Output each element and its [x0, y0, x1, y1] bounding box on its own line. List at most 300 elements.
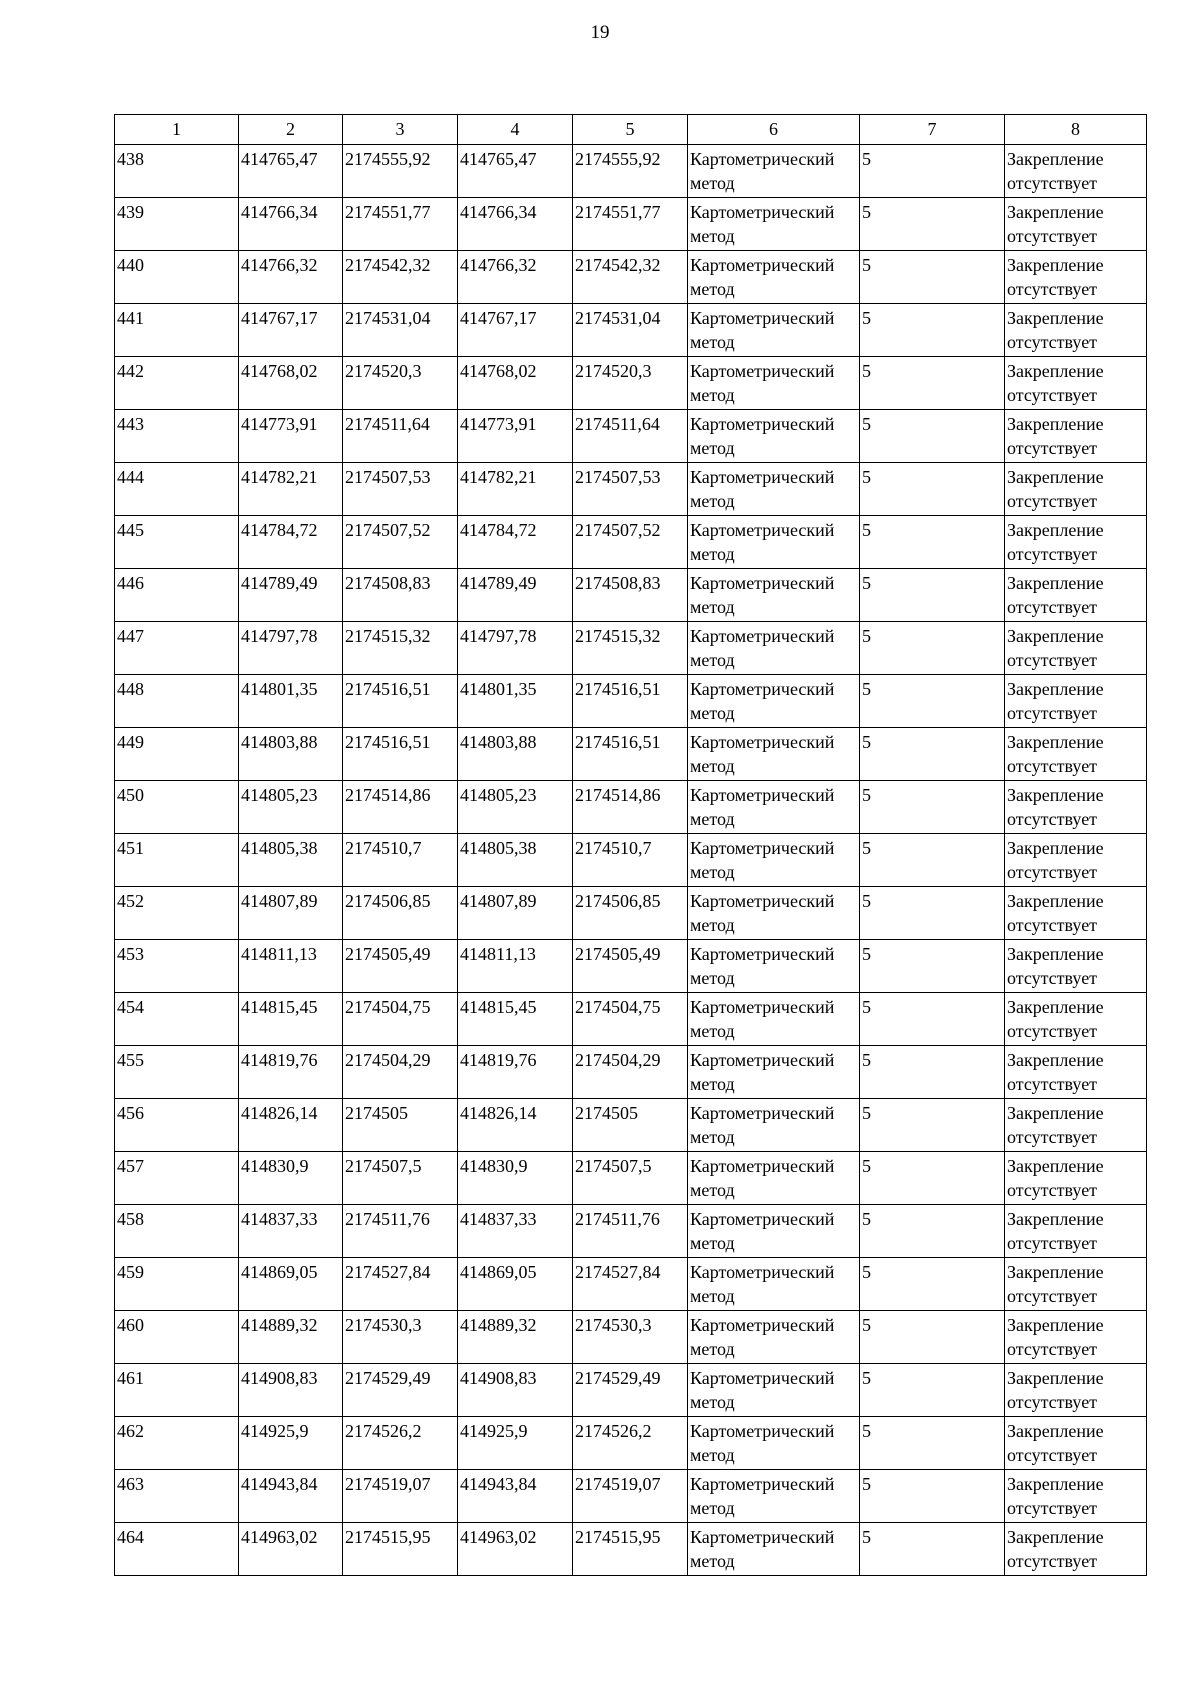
accuracy-cell: 5: [860, 1205, 1005, 1258]
method-text: Картометрический: [690, 838, 835, 858]
method-text: Картометрический: [690, 573, 835, 593]
method-cell: [688, 145, 860, 198]
table-row: [115, 304, 1147, 357]
point-number-cell: 444: [115, 463, 239, 516]
table-row: [115, 1258, 1147, 1311]
method-text: Картометрический: [690, 997, 835, 1017]
point-number-cell: 459: [115, 1258, 239, 1311]
table-row: [115, 887, 1147, 940]
x-coordinate-cell: 414773,91: [239, 410, 343, 463]
fixation-text: отсутствует: [1007, 968, 1098, 988]
y-coordinate-new-cell: 2174511,64: [573, 410, 688, 463]
fixation-cell: [1005, 1311, 1147, 1364]
method-text: метод: [690, 544, 735, 564]
y-coordinate-new-cell: 2174505,49: [573, 940, 688, 993]
fixation-text: Закрепление: [1007, 732, 1104, 752]
accuracy-cell: 5: [860, 357, 1005, 410]
method-text: Картометрический: [690, 1474, 835, 1494]
fixation-text: отсутствует: [1007, 332, 1098, 352]
fixation-cell: [1005, 145, 1147, 198]
method-cell: [688, 251, 860, 304]
x-coordinate-new-cell: 414789,49: [458, 569, 573, 622]
column-header-8: 8: [1005, 115, 1147, 145]
point-number-cell: 441: [115, 304, 239, 357]
accuracy-cell: 5: [860, 1258, 1005, 1311]
table-row: [115, 781, 1147, 834]
accuracy-cell: 5: [860, 781, 1005, 834]
y-coordinate-new-cell: 2174531,04: [573, 304, 688, 357]
table-row: [115, 1205, 1147, 1258]
point-number-cell: 439: [115, 198, 239, 251]
point-number-cell: 457: [115, 1152, 239, 1205]
fixation-cell: [1005, 1205, 1147, 1258]
fixation-cell: [1005, 1258, 1147, 1311]
table-row: [115, 834, 1147, 887]
method-text: метод: [690, 915, 735, 935]
fixation-cell: [1005, 251, 1147, 304]
column-header-3: 3: [343, 115, 458, 145]
method-cell: [688, 198, 860, 251]
point-number-cell: 451: [115, 834, 239, 887]
accuracy-cell: 5: [860, 1417, 1005, 1470]
method-text: метод: [690, 1180, 735, 1200]
table-row: [115, 1046, 1147, 1099]
accuracy-cell: 5: [860, 993, 1005, 1046]
fixation-text: отсутствует: [1007, 1233, 1098, 1253]
method-text: Картометрический: [690, 149, 835, 169]
method-text: метод: [690, 173, 735, 193]
point-number-cell: 442: [115, 357, 239, 410]
fixation-text: Закрепление: [1007, 1474, 1104, 1494]
method-text: Картометрический: [690, 1527, 835, 1547]
x-coordinate-cell: 414768,02: [239, 357, 343, 410]
fixation-cell: [1005, 781, 1147, 834]
y-coordinate-new-cell: 2174529,49: [573, 1364, 688, 1417]
point-number-cell: 445: [115, 516, 239, 569]
method-text: метод: [690, 703, 735, 723]
column-header-6: 6: [688, 115, 860, 145]
x-coordinate-cell: 414830,9: [239, 1152, 343, 1205]
fixation-text: Закрепление: [1007, 1527, 1104, 1547]
fixation-cell: [1005, 357, 1147, 410]
y-coordinate-cell: 2174504,75: [343, 993, 458, 1046]
fixation-text: отсутствует: [1007, 226, 1098, 246]
x-coordinate-new-cell: 414784,72: [458, 516, 573, 569]
fixation-text: Закрепление: [1007, 1421, 1104, 1441]
method-text: Картометрический: [690, 785, 835, 805]
y-coordinate-new-cell: 2174516,51: [573, 675, 688, 728]
method-text: метод: [690, 1286, 735, 1306]
fixation-text: Закрепление: [1007, 626, 1104, 646]
x-coordinate-new-cell: 414803,88: [458, 728, 573, 781]
x-coordinate-cell: 414963,02: [239, 1523, 343, 1576]
x-coordinate-new-cell: 414908,83: [458, 1364, 573, 1417]
table-row: [115, 622, 1147, 675]
y-coordinate-cell: 2174514,86: [343, 781, 458, 834]
table-row: [115, 993, 1147, 1046]
column-header-5: 5: [573, 115, 688, 145]
y-coordinate-new-cell: 2174506,85: [573, 887, 688, 940]
fixation-cell: [1005, 1523, 1147, 1576]
y-coordinate-cell: 2174511,76: [343, 1205, 458, 1258]
fixation-text: отсутствует: [1007, 544, 1098, 564]
accuracy-cell: 5: [860, 304, 1005, 357]
table-row: [115, 145, 1147, 198]
fixation-text: Закрепление: [1007, 520, 1104, 540]
point-number-cell: 443: [115, 410, 239, 463]
method-text: метод: [690, 1551, 735, 1571]
fixation-cell: [1005, 516, 1147, 569]
fixation-text: Закрепление: [1007, 1368, 1104, 1388]
accuracy-cell: 5: [860, 145, 1005, 198]
y-coordinate-new-cell: 2174504,29: [573, 1046, 688, 1099]
fixation-cell: [1005, 569, 1147, 622]
method-text: метод: [690, 1127, 735, 1147]
fixation-text: отсутствует: [1007, 491, 1098, 511]
point-number-cell: 463: [115, 1470, 239, 1523]
fixation-text: отсутствует: [1007, 385, 1098, 405]
fixation-cell: [1005, 940, 1147, 993]
method-cell: [688, 1258, 860, 1311]
y-coordinate-cell: 2174507,53: [343, 463, 458, 516]
point-number-cell: 448: [115, 675, 239, 728]
x-coordinate-cell: 414789,49: [239, 569, 343, 622]
method-cell: [688, 1364, 860, 1417]
fixation-text: Закрепление: [1007, 891, 1104, 911]
method-cell: [688, 1311, 860, 1364]
table-row: [115, 1152, 1147, 1205]
method-cell: [688, 410, 860, 463]
x-coordinate-new-cell: 414869,05: [458, 1258, 573, 1311]
fixation-text: отсутствует: [1007, 1551, 1098, 1571]
method-cell: [688, 357, 860, 410]
point-number-cell: 460: [115, 1311, 239, 1364]
y-coordinate-new-cell: 2174527,84: [573, 1258, 688, 1311]
method-text: Картометрический: [690, 891, 835, 911]
fixation-cell: [1005, 1470, 1147, 1523]
fixation-text: отсутствует: [1007, 173, 1098, 193]
method-text: Картометрический: [690, 1368, 835, 1388]
accuracy-cell: 5: [860, 1470, 1005, 1523]
y-coordinate-new-cell: 2174507,53: [573, 463, 688, 516]
method-cell: [688, 463, 860, 516]
accuracy-cell: 5: [860, 1099, 1005, 1152]
method-text: метод: [690, 332, 735, 352]
y-coordinate-new-cell: 2174507,52: [573, 516, 688, 569]
fixation-text: Закрепление: [1007, 838, 1104, 858]
fixation-text: Закрепление: [1007, 785, 1104, 805]
y-coordinate-new-cell: 2174511,76: [573, 1205, 688, 1258]
x-coordinate-new-cell: 414837,33: [458, 1205, 573, 1258]
method-text: метод: [690, 1498, 735, 1518]
fixation-text: отсутствует: [1007, 1074, 1098, 1094]
method-text: метод: [690, 279, 735, 299]
x-coordinate-new-cell: 414782,21: [458, 463, 573, 516]
accuracy-cell: 5: [860, 516, 1005, 569]
fixation-text: Закрепление: [1007, 1103, 1104, 1123]
method-cell: [688, 1523, 860, 1576]
fixation-text: Закрепление: [1007, 679, 1104, 699]
y-coordinate-new-cell: 2174507,5: [573, 1152, 688, 1205]
x-coordinate-new-cell: 414767,17: [458, 304, 573, 357]
method-text: метод: [690, 438, 735, 458]
x-coordinate-cell: 414767,17: [239, 304, 343, 357]
method-text: метод: [690, 968, 735, 988]
fixation-cell: [1005, 675, 1147, 728]
accuracy-cell: 5: [860, 1311, 1005, 1364]
method-text: метод: [690, 756, 735, 776]
y-coordinate-new-cell: 2174515,95: [573, 1523, 688, 1576]
method-text: Картометрический: [690, 1315, 835, 1335]
x-coordinate-cell: 414815,45: [239, 993, 343, 1046]
x-coordinate-new-cell: 414811,13: [458, 940, 573, 993]
y-coordinate-new-cell: 2174510,7: [573, 834, 688, 887]
x-coordinate-new-cell: 414815,45: [458, 993, 573, 1046]
x-coordinate-new-cell: 414807,89: [458, 887, 573, 940]
x-coordinate-cell: 414807,89: [239, 887, 343, 940]
method-text: Картометрический: [690, 255, 835, 275]
y-coordinate-cell: 2174506,85: [343, 887, 458, 940]
method-text: метод: [690, 862, 735, 882]
table-row: [115, 728, 1147, 781]
method-text: Картометрический: [690, 520, 835, 540]
accuracy-cell: 5: [860, 463, 1005, 516]
fixation-cell: [1005, 887, 1147, 940]
accuracy-cell: 5: [860, 1152, 1005, 1205]
y-coordinate-new-cell: 2174519,07: [573, 1470, 688, 1523]
y-coordinate-new-cell: 2174514,86: [573, 781, 688, 834]
method-text: метод: [690, 385, 735, 405]
fixation-cell: [1005, 1046, 1147, 1099]
x-coordinate-new-cell: 414805,38: [458, 834, 573, 887]
table-row: [115, 675, 1147, 728]
method-cell: [688, 1099, 860, 1152]
method-text: метод: [690, 1445, 735, 1465]
accuracy-cell: 5: [860, 940, 1005, 993]
method-cell: [688, 675, 860, 728]
fixation-text: отсутствует: [1007, 756, 1098, 776]
x-coordinate-cell: 414784,72: [239, 516, 343, 569]
fixation-cell: [1005, 304, 1147, 357]
method-text: Картометрический: [690, 202, 835, 222]
table-body: [115, 145, 1147, 1576]
fixation-text: отсутствует: [1007, 1180, 1098, 1200]
x-coordinate-new-cell: 414925,9: [458, 1417, 573, 1470]
fixation-text: отсутствует: [1007, 1021, 1098, 1041]
method-cell: [688, 1417, 860, 1470]
y-coordinate-cell: 2174507,52: [343, 516, 458, 569]
y-coordinate-new-cell: 2174504,75: [573, 993, 688, 1046]
point-number-cell: 453: [115, 940, 239, 993]
x-coordinate-cell: 414797,78: [239, 622, 343, 675]
method-text: Картометрический: [690, 626, 835, 646]
method-cell: [688, 993, 860, 1046]
method-text: метод: [690, 1339, 735, 1359]
x-coordinate-new-cell: 414819,76: [458, 1046, 573, 1099]
point-number-cell: 454: [115, 993, 239, 1046]
table-row: [115, 198, 1147, 251]
method-cell: [688, 569, 860, 622]
method-text: метод: [690, 650, 735, 670]
x-coordinate-cell: 414869,05: [239, 1258, 343, 1311]
accuracy-cell: 5: [860, 198, 1005, 251]
method-cell: [688, 516, 860, 569]
y-coordinate-new-cell: 2174542,32: [573, 251, 688, 304]
fixation-text: отсутствует: [1007, 1127, 1098, 1147]
method-text: Картометрический: [690, 1156, 835, 1176]
method-cell: [688, 834, 860, 887]
x-coordinate-cell: 414765,47: [239, 145, 343, 198]
method-text: Картометрический: [690, 1050, 835, 1070]
x-coordinate-cell: 414801,35: [239, 675, 343, 728]
method-text: метод: [690, 809, 735, 829]
fixation-text: отсутствует: [1007, 1445, 1098, 1465]
fixation-text: отсутствует: [1007, 438, 1098, 458]
x-coordinate-cell: 414805,38: [239, 834, 343, 887]
fixation-cell: [1005, 993, 1147, 1046]
x-coordinate-cell: 414811,13: [239, 940, 343, 993]
fixation-text: отсутствует: [1007, 650, 1098, 670]
y-coordinate-cell: 2174515,32: [343, 622, 458, 675]
table-row: [115, 516, 1147, 569]
method-text: Картометрический: [690, 467, 835, 487]
method-cell: [688, 304, 860, 357]
y-coordinate-cell: 2174542,32: [343, 251, 458, 304]
method-cell: [688, 1046, 860, 1099]
method-cell: [688, 1205, 860, 1258]
fixation-text: Закрепление: [1007, 1050, 1104, 1070]
fixation-cell: [1005, 463, 1147, 516]
y-coordinate-new-cell: 2174526,2: [573, 1417, 688, 1470]
fixation-text: Закрепление: [1007, 997, 1104, 1017]
y-coordinate-new-cell: 2174551,77: [573, 198, 688, 251]
y-coordinate-cell: 2174520,3: [343, 357, 458, 410]
point-number-cell: 446: [115, 569, 239, 622]
x-coordinate-new-cell: 414805,23: [458, 781, 573, 834]
accuracy-cell: 5: [860, 251, 1005, 304]
y-coordinate-new-cell: 2174515,32: [573, 622, 688, 675]
method-text: метод: [690, 491, 735, 511]
y-coordinate-cell: 2174527,84: [343, 1258, 458, 1311]
fixation-cell: [1005, 622, 1147, 675]
point-number-cell: 450: [115, 781, 239, 834]
method-text: метод: [690, 1233, 735, 1253]
method-cell: [688, 940, 860, 993]
point-number-cell: 461: [115, 1364, 239, 1417]
accuracy-cell: 5: [860, 834, 1005, 887]
fixation-cell: [1005, 1099, 1147, 1152]
x-coordinate-cell: 414943,84: [239, 1470, 343, 1523]
table-row: [115, 410, 1147, 463]
x-coordinate-cell: 414908,83: [239, 1364, 343, 1417]
point-number-cell: 462: [115, 1417, 239, 1470]
method-text: метод: [690, 597, 735, 617]
point-number-cell: 452: [115, 887, 239, 940]
method-cell: [688, 622, 860, 675]
page-number: 19: [590, 22, 610, 43]
y-coordinate-cell: 2174519,07: [343, 1470, 458, 1523]
table-header-row: [115, 115, 1147, 145]
x-coordinate-cell: 414826,14: [239, 1099, 343, 1152]
fixation-text: Закрепление: [1007, 361, 1104, 381]
table-row: [115, 463, 1147, 516]
fixation-text: отсутствует: [1007, 1286, 1098, 1306]
y-coordinate-cell: 2174555,92: [343, 145, 458, 198]
fixation-cell: [1005, 834, 1147, 887]
x-coordinate-new-cell: 414766,34: [458, 198, 573, 251]
x-coordinate-new-cell: 414801,35: [458, 675, 573, 728]
method-text: Картометрический: [690, 1421, 835, 1441]
fixation-text: Закрепление: [1007, 255, 1104, 275]
x-coordinate-new-cell: 414889,32: [458, 1311, 573, 1364]
y-coordinate-cell: 2174515,95: [343, 1523, 458, 1576]
y-coordinate-cell: 2174526,2: [343, 1417, 458, 1470]
accuracy-cell: 5: [860, 887, 1005, 940]
fixation-text: отсутствует: [1007, 915, 1098, 935]
accuracy-cell: 5: [860, 569, 1005, 622]
y-coordinate-new-cell: 2174505: [573, 1099, 688, 1152]
x-coordinate-cell: 414819,76: [239, 1046, 343, 1099]
point-number-cell: 458: [115, 1205, 239, 1258]
column-header-2: 2: [239, 115, 343, 145]
accuracy-cell: 5: [860, 1364, 1005, 1417]
method-text: Картометрический: [690, 944, 835, 964]
point-number-cell: 456: [115, 1099, 239, 1152]
accuracy-cell: 5: [860, 1046, 1005, 1099]
x-coordinate-new-cell: 414766,32: [458, 251, 573, 304]
fixation-cell: [1005, 1417, 1147, 1470]
y-coordinate-cell: 2174510,7: [343, 834, 458, 887]
fixation-text: отсутствует: [1007, 1392, 1098, 1412]
fixation-text: Закрепление: [1007, 202, 1104, 222]
accuracy-cell: 5: [860, 410, 1005, 463]
fixation-cell: [1005, 410, 1147, 463]
x-coordinate-cell: 414803,88: [239, 728, 343, 781]
method-text: Картометрический: [690, 308, 835, 328]
point-number-cell: 440: [115, 251, 239, 304]
coordinates-table: [114, 114, 1147, 1576]
y-coordinate-cell: 2174511,64: [343, 410, 458, 463]
x-coordinate-new-cell: 414773,91: [458, 410, 573, 463]
fixation-text: Закрепление: [1007, 308, 1104, 328]
y-coordinate-cell: 2174530,3: [343, 1311, 458, 1364]
x-coordinate-new-cell: 414943,84: [458, 1470, 573, 1523]
y-coordinate-cell: 2174507,5: [343, 1152, 458, 1205]
fixation-text: Закрепление: [1007, 573, 1104, 593]
fixation-text: отсутствует: [1007, 279, 1098, 299]
point-number-cell: 438: [115, 145, 239, 198]
fixation-text: Закрепление: [1007, 944, 1104, 964]
y-coordinate-cell: 2174529,49: [343, 1364, 458, 1417]
table-row: [115, 1417, 1147, 1470]
fixation-text: Закрепление: [1007, 467, 1104, 487]
x-coordinate-cell: 414782,21: [239, 463, 343, 516]
x-coordinate-cell: 414837,33: [239, 1205, 343, 1258]
y-coordinate-new-cell: 2174520,3: [573, 357, 688, 410]
y-coordinate-cell: 2174508,83: [343, 569, 458, 622]
method-text: Картометрический: [690, 1103, 835, 1123]
method-text: Картометрический: [690, 361, 835, 381]
x-coordinate-cell: 414925,9: [239, 1417, 343, 1470]
table-row: [115, 1523, 1147, 1576]
method-cell: [688, 781, 860, 834]
x-coordinate-new-cell: 414963,02: [458, 1523, 573, 1576]
method-cell: [688, 887, 860, 940]
y-coordinate-new-cell: 2174516,51: [573, 728, 688, 781]
accuracy-cell: 5: [860, 728, 1005, 781]
table-row: [115, 357, 1147, 410]
point-number-cell: 449: [115, 728, 239, 781]
